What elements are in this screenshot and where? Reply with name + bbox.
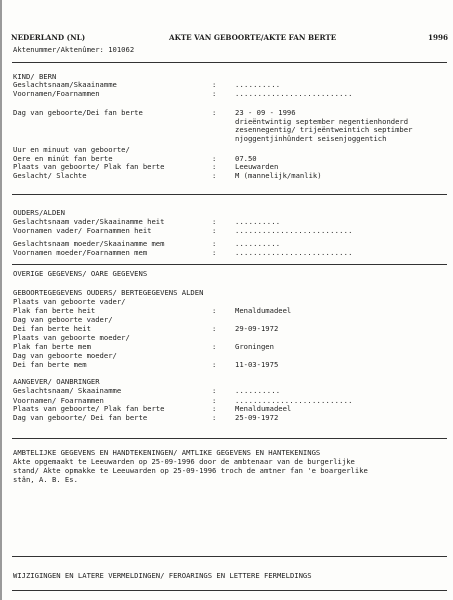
aangever-voornamen-value: .......................... <box>235 396 353 405</box>
kind-plaats-label: Plaats van geboorte/ Plak fan berte <box>13 162 165 171</box>
divider <box>12 62 447 63</box>
overige-subheading: GEBOORTEGEGEVENS OUDERS/ BERTEGEGEVENS ALDEN <box>13 288 204 297</box>
kind-heading: KIND/ BERN <box>13 72 57 81</box>
colon: : <box>212 217 217 226</box>
pv-label-2: Plak fan berte heit <box>13 306 96 315</box>
colon: : <box>212 239 217 248</box>
colon: : <box>212 386 217 395</box>
country-label: NEDERLAND (NL) <box>11 33 86 42</box>
kind-geslacht-value: M (mannelijk/manlik) <box>235 171 322 180</box>
ouders-heading: OUDERS/ALDEN <box>13 208 65 217</box>
moeder-voornamen-label: Voornamen moeder/Foarnammen mem <box>13 248 148 257</box>
colon: : <box>212 413 217 422</box>
aangever-plaats-value: Menaldumadeel <box>235 404 292 413</box>
kind-geslachtsnaam-value: .......... <box>235 80 281 89</box>
divider <box>12 590 447 591</box>
kind-geslacht-label: Geslacht/ Slachte <box>13 171 87 180</box>
kind-voornamen-value: .......................... <box>235 89 353 98</box>
colon: : <box>212 80 217 89</box>
pm-label-1: Plaats van geboorte moeder/ <box>13 333 130 342</box>
kind-uur-value: 07.50 <box>235 154 257 163</box>
kind-voornamen-label: Voornamen/Foarnammen <box>13 89 100 98</box>
dv-label-2: Dei fan berte heit <box>13 324 91 333</box>
dm-label-1: Dag van geboorte moeder/ <box>13 351 117 360</box>
kind-uur-label-2: Oere en minút fan berte <box>13 154 113 163</box>
divider <box>12 556 447 557</box>
vader-naam-value: .......... <box>235 217 281 226</box>
pm-label-2: Plak fan berte mem <box>13 342 91 351</box>
kind-dag-label: Dag van geboorte/Dei fan berte <box>13 108 143 117</box>
colon: : <box>212 154 217 163</box>
aangever-naam-value: .......... <box>235 386 281 395</box>
colon: : <box>212 162 217 171</box>
colon: : <box>212 248 217 257</box>
kind-dag-words-3: njoggentjinhûndert seisenjoggentich <box>235 134 387 143</box>
aangever-voornamen-label: Voornamen/ Foarnammen <box>13 396 104 405</box>
dv-label-1: Dag van geboorte vader/ <box>13 315 113 324</box>
ambtelijk-heading: AMBTELIJKE GEGEVENS EN HANDTEKENINGEN/ AMTLIKE GEGEVENS EN HANTEKENINGS <box>13 448 321 457</box>
wijzigingen-heading: WIJZIGINGEN EN LATERE VERMELDINGEN/ FEROARINGS EN LETTERE FERMELDINGS <box>13 571 312 580</box>
pv-value: Menaldumadeel <box>235 306 292 315</box>
colon: : <box>212 108 217 117</box>
colon: : <box>212 396 217 405</box>
divider <box>12 264 447 265</box>
kind-plaats-value: Leeuwarden <box>235 162 279 171</box>
dv-value: 29-09-1972 <box>235 324 279 333</box>
aangever-naam-label: Geslachtsnaam/ Skaainamme <box>13 386 122 395</box>
vader-naam-label: Geslachtsnaam vader/Skaainamme heit <box>13 217 165 226</box>
colon: : <box>212 306 217 315</box>
ambtelijk-line-1: Akte opgemaakt te Leeuwarden op 25-09-1996 door de ambtenaar van de burgerlijke <box>13 457 355 466</box>
kind-geslachtsnaam-label: Geslachtsnaam/Skaainamme <box>13 80 117 89</box>
aangever-heading: AANGEVER/ OANBRINGER <box>13 377 100 386</box>
divider <box>12 438 447 439</box>
moeder-naam-label: Geslachtsnaam moeder/Skaainamme mem <box>13 239 165 248</box>
kind-dag-words-2: zesennegentig/ trijeëntweintich septimber <box>235 125 413 134</box>
colon: : <box>212 226 217 235</box>
colon: : <box>212 89 217 98</box>
document-year: 1996 <box>428 33 449 42</box>
divider <box>12 194 447 195</box>
kind-dag-value: 23 - 09 - 1996 <box>235 108 296 117</box>
colon: : <box>212 171 217 180</box>
pv-label-1: Plaats van geboorte vader/ <box>13 297 126 306</box>
vader-voornamen-label: Voornamen vader/ Foarnammen heit <box>13 226 152 235</box>
colon: : <box>212 404 217 413</box>
colon: : <box>212 360 217 369</box>
moeder-naam-value: .......... <box>235 239 281 248</box>
dm-label-2: Dei fan berte mem <box>13 360 87 369</box>
colon: : <box>212 342 217 351</box>
colon: : <box>212 324 217 333</box>
overige-heading: OVERIGE GEGEVENS/ OARE GEGEVENS <box>13 269 148 278</box>
aangever-plaats-label: Plaats van geboorte/ Plak fan berte <box>13 404 165 413</box>
moeder-voornamen-value: .......................... <box>235 248 353 257</box>
vader-voornamen-value: .......................... <box>235 226 353 235</box>
kind-dag-words-1: drieëntwintig september negentienhonderd <box>235 117 409 126</box>
document-title: AKTE VAN GEBOORTE/AKTE FAN BERTE <box>169 33 337 42</box>
aangever-dag-label: Dag van geboorte/ Dei fan berte <box>13 413 148 422</box>
ambtelijk-line-3: stân, A. B. Es. <box>13 475 78 484</box>
kind-uur-label-1: Uur en minuut van geboorte/ <box>13 145 130 154</box>
dm-value: 11-03-1975 <box>235 360 279 369</box>
aangever-dag-value: 25-09-1972 <box>235 413 279 422</box>
akte-number: Aktenummer/Aktenûmer: 101062 <box>13 45 135 54</box>
pm-value: Groningen <box>235 342 274 351</box>
ambtelijk-line-2: stand/ Akte opmakke te Leeuwarden op 25-09-1996 troch de amtner fan 'e boargerlike <box>13 466 368 475</box>
